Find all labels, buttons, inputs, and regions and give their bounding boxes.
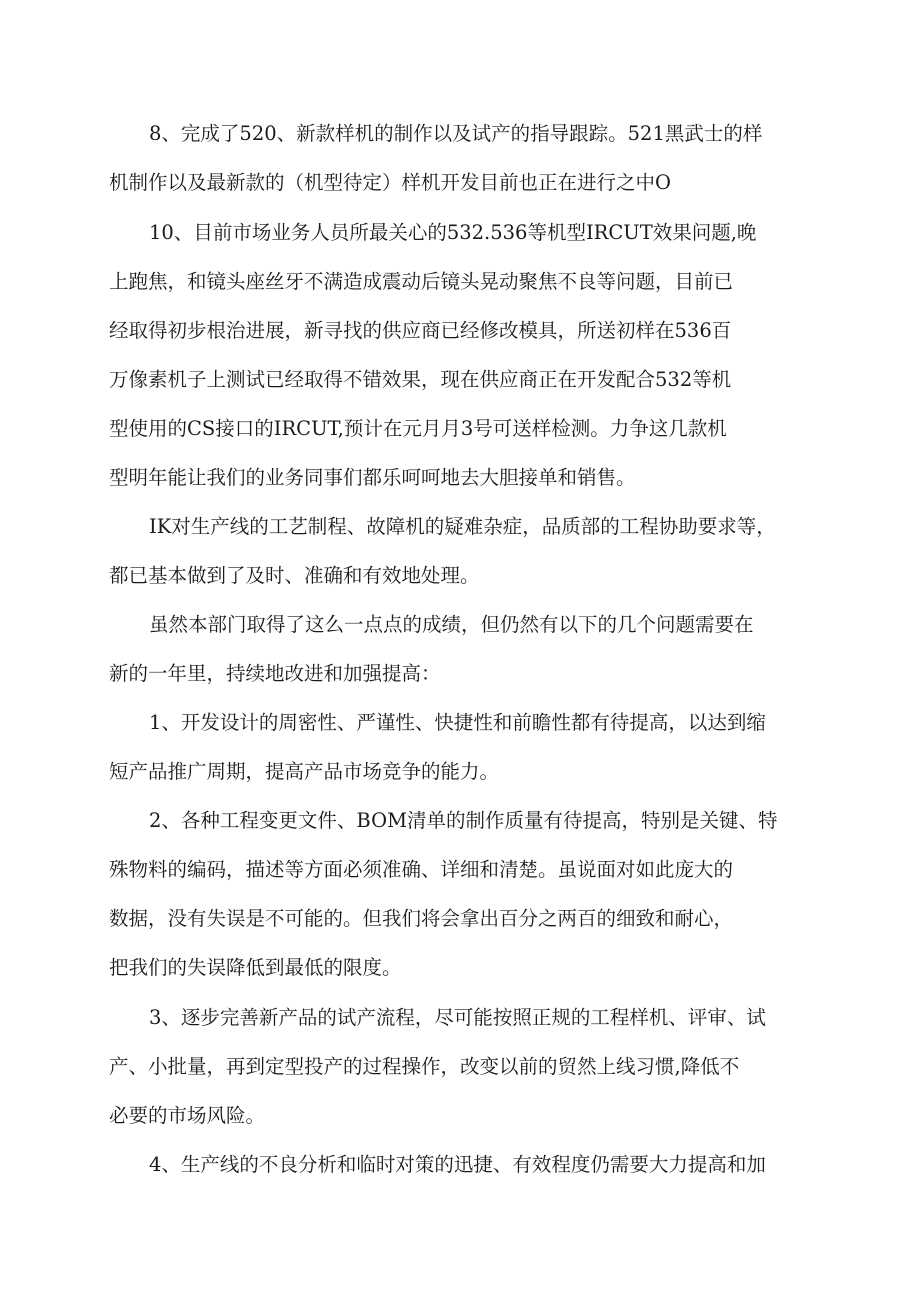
- para-issue-3-line-3: 必要的市场风险。: [109, 1104, 266, 1127]
- para-issue-1-line-1: 1、开发设计的周密性、严谨性、快捷性和前瞻性都有待提高，以达到缩: [149, 711, 766, 734]
- para-item-10-line-3: 经取得初步根治进展，新寻找的供应商已经修改模具，所送初样在536百: [109, 319, 732, 342]
- para-ik-line-2: 都已基本做到了及时、准确和有效地处理。: [109, 564, 480, 587]
- para-item-8-line-2: 机制作以及最新款的（机型待定）样机开发目前也正在进行之中O: [109, 171, 671, 194]
- para-issue-2-line-3: 数据，没有失误是不可能的。但我们将会拿出百分之两百的细致和耐心，: [109, 907, 734, 930]
- para-summary-line-2: 新的一年里，持续地改进和加强提高：: [109, 662, 441, 685]
- para-issue-4-line-1: 4、生产线的不良分析和临时对策的迅捷、有效程度仍需要大力提高和加: [149, 1153, 766, 1176]
- para-issue-2-line-4: 把我们的失误降低到最低的限度。: [109, 956, 402, 979]
- para-item-10-line-4: 万像素机子上测试已经取得不错效果，现在供应商正在开发配合532等机: [109, 368, 732, 391]
- para-issue-2-line-2: 殊物料的编码，描述等方面必须准确、详细和清楚。虽说面对如此庞大的: [109, 858, 734, 881]
- para-issue-2-line-1: 2、各种工程变更文件、BOM清单的制作质量有待提高，特别是关键、特: [149, 809, 778, 832]
- para-issue-3-line-2: 产、小批量，再到定型投产的过程操作，改变以前的贸然上线习惯,降低不: [109, 1055, 740, 1078]
- para-item-10-line-1: 10、目前市场业务人员所最关心的532.536等机型IRCUT效果问题,晚: [149, 221, 757, 244]
- para-item-8-line-1: 8、完成了520、新款样机的制作以及试产的指导跟踪。521黑武士的样: [149, 122, 763, 145]
- para-item-10-line-2: 上跑焦，和镜头座丝牙不满造成震动后镜头晃动聚焦不良等问题，目前已: [109, 270, 734, 293]
- para-item-10-line-5: 型使用的CS接口的IRCUT,预计在元月月3号可送样检测。力争这几款机: [109, 417, 727, 440]
- para-ik-line-1: IK对生产线的工艺制程、故障机的疑难杂症，品质部的工程协助要求等，: [149, 515, 776, 538]
- para-issue-3-line-1: 3、逐步完善新产品的试产流程，尽可能按照正规的工程样机、评审、试: [149, 1006, 766, 1029]
- para-issue-1-line-2: 短产品推广周期，提高产品市场竞争的能力。: [109, 760, 500, 783]
- para-summary-line-1: 虽然本部门取得了这么一点点的成绩，但仍然有以下的几个问题需要在: [149, 613, 754, 636]
- para-item-10-line-6: 型明年能让我们的业务同事们都乐呵呵地去大胆接单和销售。: [109, 466, 636, 489]
